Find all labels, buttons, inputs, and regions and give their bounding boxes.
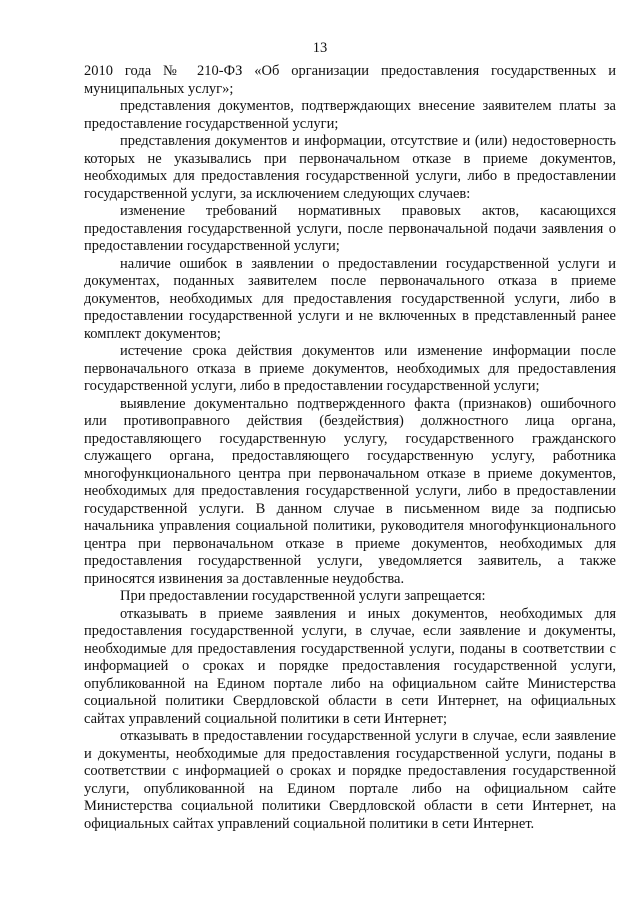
paragraph-official-misconduct: выявление документально подтвержденного факта (признаков) ошибочного или противоправного действия (бездействия) должностного лица органа, предоставляющего государственную услугу, государственного гражданского служащего органа, предоставляющего государственную услугу, работника многофункционального центра при первоначальном отказе в приеме документов, необходимых для предоставления государственной услуги, либо в предоставлении государственной услуги. В данном случае в письменном виде за подписью начальника управления социальной политики, руководителя многофункционального центра при первоначальном отказе в приеме документов, необходимых для предоставления государственной услуги, уведомляется заявитель, а также приносятся извинения за доставленные неудобства. bbox=[84, 395, 616, 587]
paragraph-refuse-acceptance: отказывать в приеме заявления и иных документов, необходимых для предоставления государственной услуги, в случае, если заявление и документы, необходимые для предоставления государственной услуги, поданы в соответствии с информацией о сроках и порядке предоставления государственной услуги, опубликованной на Едином портале либо на официальном сайте Министерства социальной политики Свердловской области в сети Интернет, на официальных сайтах управлений социальной политики в сети Интернет; bbox=[84, 605, 616, 727]
paragraph-document-expiry: истечение срока действия документов или изменение информации после первоначального отказа в приеме документов, необходимых для предоставления государственной услуги, либо в предоставлении государственной услуги; bbox=[84, 343, 616, 394]
paragraph-prohibitions-heading: При предоставлении государственной услуги запрещается: bbox=[120, 588, 486, 604]
paragraph-regulation-change: изменение требований нормативных правовых актов, касающихся предоставления государственной услуги, после первоначальной подачи заявления о предоставлении государственной услуги; bbox=[84, 203, 616, 254]
paragraph-errors-in-application: наличие ошибок в заявлении о предоставлении государственной услуги и документах, поданных заявителем после первоначального отказа в приеме документов, необходимых для предоставления государственной услуги, либо в предоставлении государственной услуги и не включенных в представленный ранее комплект документов; bbox=[84, 255, 616, 342]
document-body bbox=[84, 63, 616, 833]
paragraph-missing-documents: представления документов и информации, отсутствие и (или) недостоверность которых не указывались при первоначальном отказе в приеме документов, необходимых для предоставления государственной услуги, либо в предоставлении государственной услуги, за исключением следующих случаев: bbox=[84, 133, 616, 202]
paragraph-law-reference: 2010 года № 210-ФЗ «Об организации предоставления государственных и муниципальных услуг»; bbox=[84, 63, 616, 97]
paragraph-refuse-service: отказывать в предоставлении государственной услуги в случае, если заявление и документы, необходимые для предоставления государственной услуги, поданы в соответствии с информацией о сроках и порядке предоставления государственной услуги, опубликованной на Едином портале либо на официальном сайте Министерства социальной политики Свердловской области в сети Интернет, на официальных сайтах управлений социальной политики в сети Интернет. bbox=[84, 728, 616, 832]
paragraph-payment-documents: представления документов, подтверждающих внесение заявителем платы за предоставление государственной услуги; bbox=[84, 98, 616, 132]
page-number: 13 bbox=[312, 40, 328, 56]
